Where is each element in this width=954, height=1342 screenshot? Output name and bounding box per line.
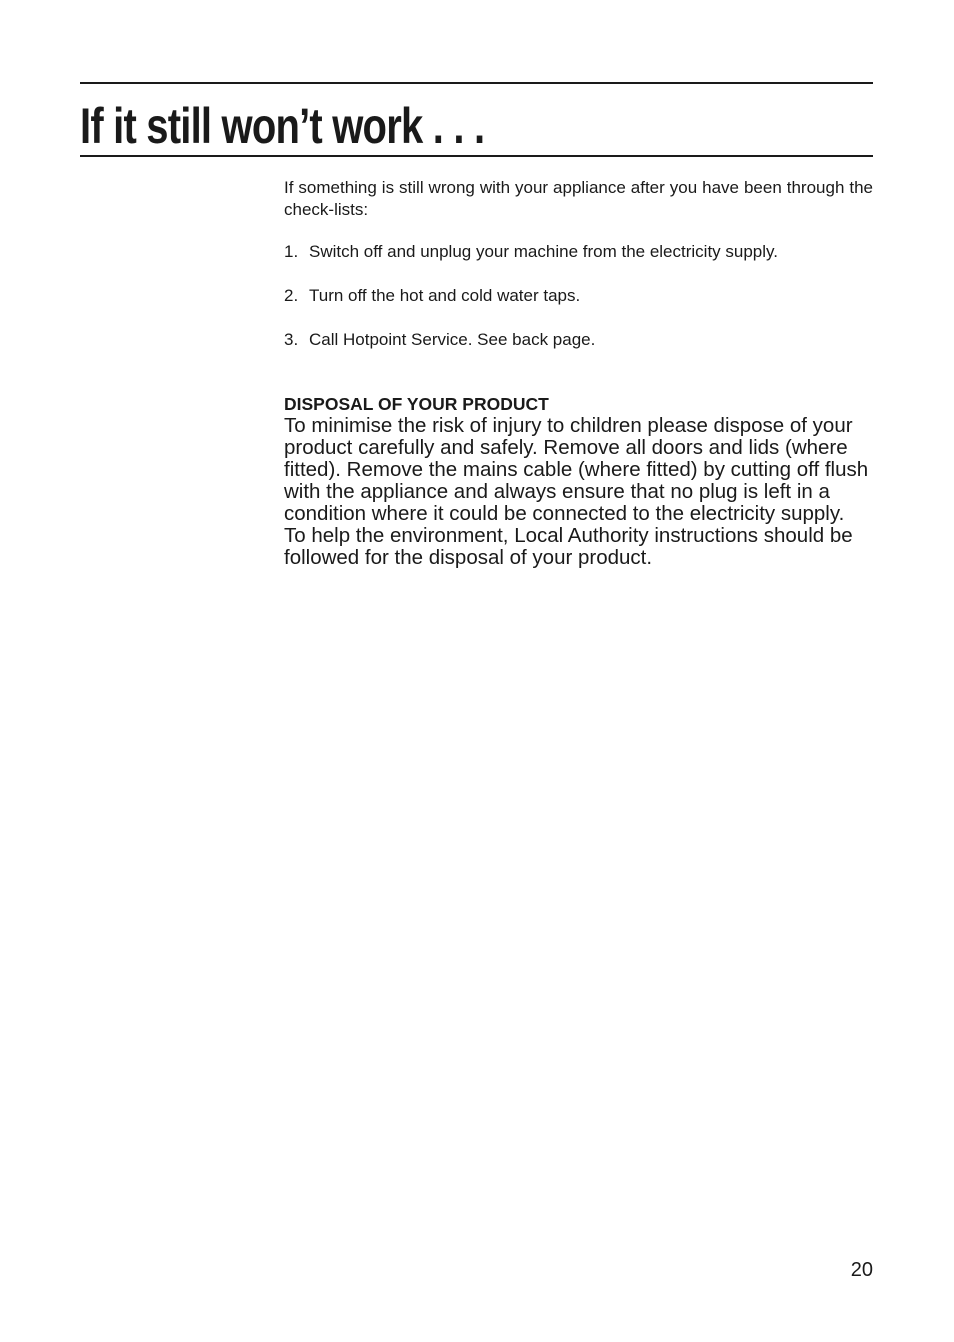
disposal-heading: DISPOSAL OF YOUR PRODUCT — [284, 394, 549, 414]
intro-paragraph: If something is still wrong with your appliance after you have been through the check-lists: — [284, 178, 873, 219]
step-text: Turn off the hot and cold water taps. — [309, 286, 581, 305]
page-number: 20 — [850, 1259, 873, 1281]
step-number: 3. — [284, 330, 299, 349]
title-top-rule — [80, 82, 873, 84]
list-item — [284, 241, 873, 263]
step-text: Call Hotpoint Service. See back page. — [309, 330, 596, 349]
step-number: 1. — [284, 242, 299, 261]
list-item — [284, 329, 873, 351]
environment-paragraph: To help the environment, Local Authority instructions should be followed for the disposal of your product. — [284, 524, 853, 569]
disposal-paragraph: To minimise the risk of injury to children please dispose of your product carefully and safely. Remove all doors and lids (where fitted). Remove the mains cable (where fitted) by cutting off flush with the appliance and always ensure that no plug is left in a condition where it could be connected to the electricity supply. — [284, 414, 869, 525]
steps-list — [284, 241, 873, 351]
step-number: 2. — [284, 286, 299, 305]
step-text: Switch off and unplug your machine from the electricity supply. — [309, 242, 778, 261]
list-item — [284, 285, 873, 307]
page-title: If it still won’t work . . . — [80, 98, 485, 154]
title-bottom-rule — [80, 155, 873, 157]
main-content — [284, 177, 873, 569]
